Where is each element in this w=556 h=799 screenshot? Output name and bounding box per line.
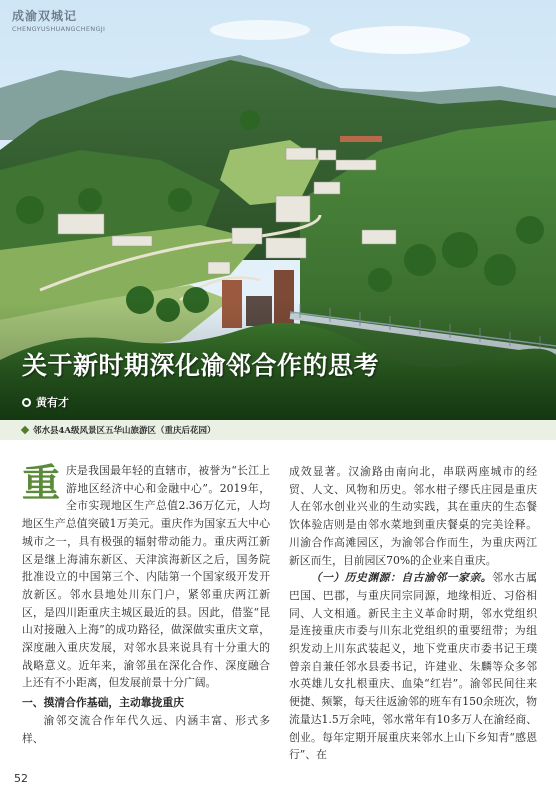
column-tag: [12, 7, 105, 33]
drop-cap: 重: [22, 461, 61, 505]
column-title-en: CHENGYUSHUANGCHENGJI: [12, 25, 106, 33]
intro-paragraph: [22, 462, 270, 692]
page-number: 52: [14, 772, 28, 785]
left-column: [22, 462, 270, 747]
right-column: [289, 463, 537, 764]
author-name: 黄有才: [36, 396, 69, 409]
section-heading: 一、摸清合作基础，主动靠拢重庆: [22, 696, 184, 710]
right-paragraph-2: [289, 569, 537, 764]
caption-text: 邻水县4A级风景区五华山旅游区（重庆后花园）: [33, 426, 216, 436]
diamond-bullet-icon: [21, 426, 29, 434]
article-title: 关于新时期深化渝邻合作的思考: [22, 351, 380, 380]
section-paragraph: 渝邻交流合作年代久远、内涵丰富、形式多样、: [22, 713, 270, 745]
column-title: 成渝双城记: [12, 9, 78, 23]
photo-caption: [22, 424, 216, 436]
author-bullet-icon: [22, 398, 31, 407]
right-paragraph-2-text: 邻水古属巴国、巴郡，与重庆同宗同源，地缘相近、习俗相同、人文相通。新民主主义革命时期，邻水党组织是连接重庆市委与川东北党组织的重要纽带；为组织发动上川东武装起义，地下党重庆市委书记王璞曾亲自兼任邻水县委书记，许建业、朱麟等众多邻水英雄儿女扎根重庆、血染“红岩”。渝邻民间往来便捷、频繁，每天往返渝邻的班车有150余班次，物流量达1.5万余吨，邻水常年有10多万人在渝经商、创业。每年定期开展重庆来邻水上山下乡知青“感恩行”、在: [289, 571, 538, 762]
subsection-label: （一）历史渊源：自古渝邻一家亲。: [310, 571, 493, 585]
intro-text: 庆是我国最年轻的直辖市，被誉为“长江上游地区经济中心和金融中心”。2019年，全市实现地区生产总值2.36万亿元，人均地区生产总值突破1万美元。重庆作为国家五大中心城市之一，具有极强的辐射带动能力。重庆两江新区是继上海浦东新区、天津滨海新区之后，国务院批准设立的中国第三个、内陆第一个国家级开发开放新区。邻水县地处川东门户，紧邻重庆两江新区，是四川距重庆主城区最近的县。因此，借鉴“昆山对接融入上海”的成功路径，做深做实重庆文章，深度融入重庆发展，对邻水县来说具有十分重大的战略意义。近年来，渝邻虽在深化合作、深度融合上还有不小距离，但发展前景十分广阔。: [22, 464, 270, 690]
right-paragraph-1: 成效显著。汉渝路由南向北，串联两座城市的经贸、人文、风物和历史。邻水柑子缪氏庄园是重庆人在邻水创业兴业的生动实践，其在重庆的生态餐饮体验店则是由邻水菜地到重庆餐桌的完美诠释。川渝合作高滩园区，为渝邻合作而生，为重庆两江新区而生，目前园区70%的企业来自重庆。: [289, 465, 537, 567]
author-line: [22, 394, 69, 410]
